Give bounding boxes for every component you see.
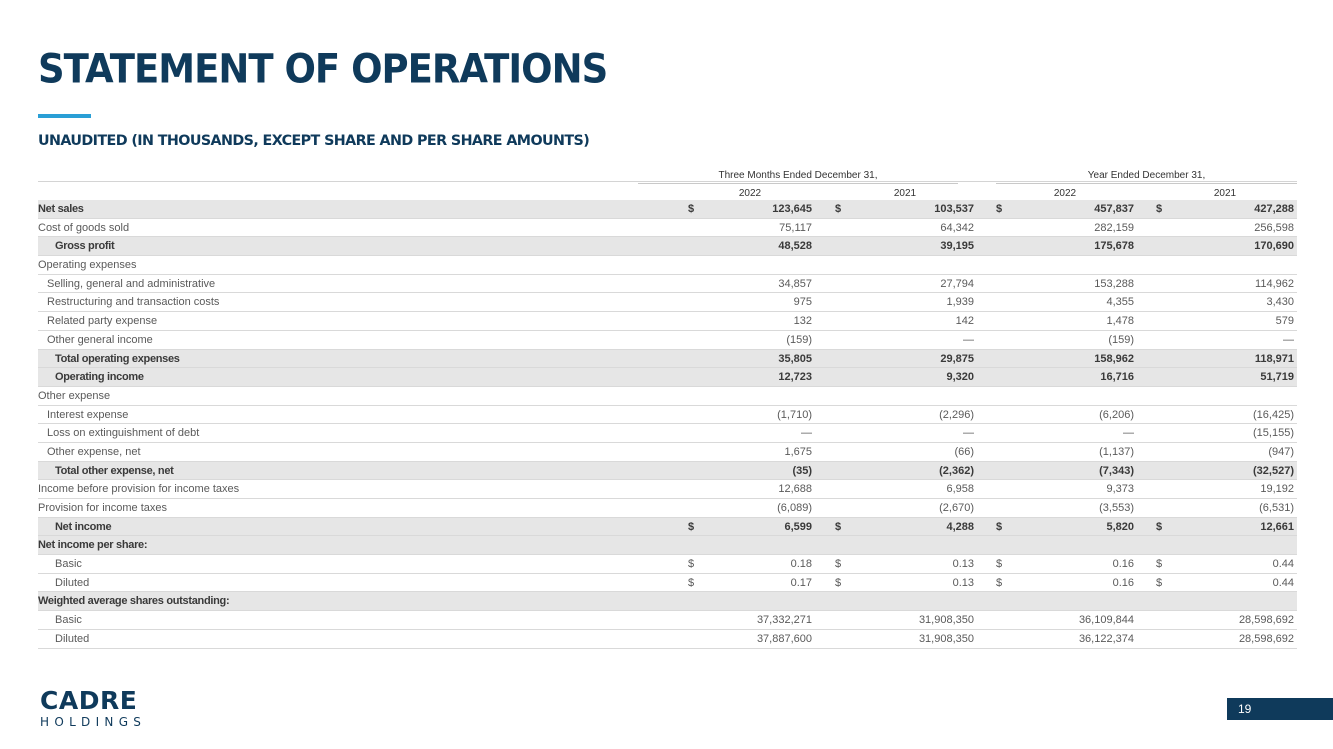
- cell-value: 37,332,271: [756, 614, 812, 627]
- table-row: [38, 592, 1297, 611]
- table-row: [38, 406, 1297, 425]
- row-label: Provision for income taxes: [38, 502, 167, 514]
- row-label: Diluted: [55, 632, 90, 645]
- table-row: [38, 219, 1297, 238]
- currency-symbol: $: [688, 520, 695, 533]
- cell-value: 12,688: [778, 483, 812, 496]
- table-row: [38, 368, 1297, 387]
- cell-value: 16,716: [1100, 371, 1134, 384]
- statement-of-operations-table: [38, 200, 1297, 649]
- row-label: Operating income: [55, 371, 144, 384]
- table-row: [38, 293, 1297, 312]
- cell-value: 12,723: [778, 371, 812, 384]
- table-row: [38, 574, 1297, 593]
- table-row: [38, 350, 1297, 369]
- cell-value: 175,678: [1094, 240, 1134, 253]
- currency-symbol: $: [996, 520, 1003, 533]
- period-header-three-months: Three Months Ended December 31,: [638, 169, 958, 184]
- cell-value: (2,670): [939, 502, 974, 514]
- table-row: [38, 256, 1297, 275]
- row-label: Total operating expenses: [55, 352, 180, 365]
- currency-symbol: $: [996, 203, 1003, 215]
- row-label: Related party expense: [47, 315, 158, 328]
- row-label: Total other expense, net: [55, 464, 174, 477]
- row-label: Net income: [55, 520, 112, 533]
- currency-symbol: $: [688, 576, 695, 589]
- cell-value: 36,109,844: [1078, 614, 1134, 627]
- cell-value: —: [963, 333, 974, 346]
- cell-value: 103,537: [934, 203, 974, 215]
- currency-symbol: $: [835, 203, 842, 215]
- cell-value: 579: [1275, 315, 1294, 328]
- cell-value: 158,962: [1094, 352, 1134, 365]
- cell-value: 0.13: [952, 576, 974, 589]
- cell-value: (1,710): [777, 408, 812, 421]
- cell-value: 123,645: [772, 203, 812, 215]
- currency-symbol: $: [835, 520, 842, 533]
- currency-symbol: $: [1156, 576, 1163, 589]
- row-label: Diluted: [55, 576, 90, 589]
- table-row: [38, 237, 1297, 256]
- cell-value: (66): [954, 445, 974, 458]
- cell-value: 6,599: [784, 520, 812, 533]
- currency-symbol: $: [835, 576, 842, 589]
- row-label: Other general income: [47, 333, 153, 346]
- table-row: [38, 387, 1297, 406]
- period-header-year: Year Ended December 31,: [996, 169, 1297, 184]
- cell-value: 1,675: [784, 445, 812, 458]
- row-label: Operating expenses: [38, 259, 137, 272]
- cell-value: (16,425): [1253, 408, 1294, 421]
- table-row: [38, 630, 1297, 649]
- cell-value: 975: [793, 296, 812, 309]
- cell-value: 0.44: [1272, 558, 1294, 571]
- year-header-q-2022: 2022: [738, 188, 762, 199]
- cell-value: 75,117: [779, 221, 812, 234]
- cell-value: 114,962: [1255, 277, 1294, 290]
- table-row: [38, 443, 1297, 462]
- cell-value: (6,206): [1099, 408, 1134, 421]
- cell-value: 51,719: [1260, 371, 1294, 384]
- cell-value: 0.18: [790, 558, 812, 571]
- cell-value: 9,320: [946, 371, 974, 384]
- row-label: Net income per share:: [38, 539, 148, 552]
- slide-subtitle: UNAUDITED (IN THOUSANDS, EXCEPT SHARE AND PER SHARE AMOUNTS): [38, 133, 590, 149]
- year-header-y-2022: 2022: [1053, 188, 1077, 199]
- cell-value: 4,355: [1106, 296, 1134, 309]
- table-row: [38, 200, 1297, 219]
- cell-value: 0.13: [952, 558, 974, 571]
- cell-value: 5,820: [1106, 520, 1134, 533]
- row-label: Other expense: [38, 389, 111, 402]
- row-label: Cost of goods sold: [38, 221, 130, 234]
- currency-symbol: $: [996, 558, 1003, 571]
- row-label: Net sales: [38, 203, 84, 215]
- cell-value: 27,794: [940, 277, 974, 290]
- cell-value: 3,430: [1266, 296, 1294, 309]
- cell-value: 118,971: [1254, 352, 1294, 365]
- row-label: Weighted average shares outstanding:: [38, 595, 230, 608]
- title-accent-bar: [38, 114, 91, 118]
- cell-value: 31,908,350: [918, 614, 974, 627]
- currency-symbol: $: [835, 558, 842, 571]
- cell-value: (947): [1268, 445, 1294, 458]
- cell-value: 6,958: [946, 483, 974, 496]
- table-row: [38, 275, 1297, 294]
- table-row: [38, 611, 1297, 630]
- table-row: [38, 424, 1297, 443]
- cell-value: 0.44: [1272, 576, 1294, 589]
- currency-symbol: $: [1156, 520, 1163, 533]
- row-label: Other expense, net: [47, 445, 141, 458]
- year-header-q-2021: 2021: [893, 188, 917, 199]
- cell-value: 4,288: [946, 520, 974, 533]
- cell-value: 29,875: [940, 352, 974, 365]
- header-rule: [38, 181, 1297, 182]
- table-row: [38, 312, 1297, 331]
- cell-value: (3,553): [1099, 502, 1134, 514]
- cell-value: (159): [786, 333, 812, 346]
- cell-value: (35): [792, 464, 812, 477]
- cell-value: 48,528: [778, 240, 812, 253]
- currency-symbol: $: [1156, 558, 1163, 571]
- logo-wordmark: CADRE: [40, 686, 138, 715]
- row-label: Selling, general and administrative: [47, 277, 216, 290]
- cell-value: 0.17: [790, 576, 812, 589]
- cell-value: (6,089): [777, 502, 812, 514]
- cell-value: (7,343): [1099, 464, 1134, 477]
- cell-value: 35,805: [778, 352, 812, 365]
- cell-value: 12,661: [1260, 520, 1294, 533]
- table-row: [38, 536, 1297, 555]
- cell-value: 0.16: [1112, 558, 1134, 571]
- cell-value: 28,598,692: [1238, 614, 1294, 627]
- cell-value: 28,598,692: [1238, 632, 1294, 645]
- logo-subtext: HOLDINGS: [40, 715, 147, 729]
- table-row: [38, 555, 1297, 574]
- currency-symbol: $: [688, 203, 695, 215]
- cell-value: 142: [955, 315, 974, 328]
- row-label: Gross profit: [55, 240, 115, 253]
- table-row: [38, 462, 1297, 481]
- cell-value: 1,939: [946, 296, 974, 309]
- cell-value: 9,373: [1106, 483, 1134, 496]
- row-label: Interest expense: [47, 408, 129, 421]
- cell-value: 1,478: [1106, 315, 1134, 328]
- table-row: [38, 499, 1297, 518]
- cell-value: 31,908,350: [918, 632, 974, 645]
- cell-value: (159): [1108, 333, 1134, 346]
- row-label: Basic: [55, 614, 82, 627]
- row-label: Income before provision for income taxes: [38, 483, 240, 496]
- table-row: [38, 480, 1297, 499]
- cell-value: 427,288: [1254, 203, 1294, 215]
- table-row: [38, 518, 1297, 537]
- cell-value: 0.16: [1112, 576, 1134, 589]
- cell-value: 19,192: [1260, 483, 1294, 496]
- cell-value: —: [963, 427, 974, 440]
- cell-value: (15,155): [1253, 427, 1294, 440]
- cell-value: (2,296): [939, 408, 974, 421]
- cell-value: —: [801, 427, 812, 440]
- currency-symbol: $: [1156, 203, 1163, 215]
- cell-value: 457,837: [1094, 203, 1134, 215]
- currency-symbol: $: [996, 576, 1003, 589]
- page-number: 19: [1227, 698, 1333, 720]
- cell-value: 37,887,600: [756, 632, 812, 645]
- slide-title: STATEMENT OF OPERATIONS: [38, 46, 608, 93]
- cell-value: 153,288: [1094, 277, 1134, 290]
- cell-value: 282,159: [1094, 221, 1134, 234]
- cell-value: (6,531): [1259, 502, 1294, 514]
- cell-value: 64,342: [940, 221, 974, 234]
- row-label: Restructuring and transaction costs: [47, 296, 220, 309]
- cell-value: 39,195: [940, 240, 974, 253]
- row-label: Basic: [55, 558, 82, 571]
- table-row: [38, 331, 1297, 350]
- cell-value: 256,598: [1254, 221, 1294, 234]
- cell-value: (32,527): [1253, 464, 1294, 477]
- cell-value: 170,690: [1254, 240, 1294, 253]
- cell-value: —: [1283, 333, 1294, 346]
- cell-value: 34,857: [778, 277, 812, 290]
- cadre-holdings-logo: [40, 688, 146, 729]
- cell-value: 36,122,374: [1078, 632, 1134, 645]
- year-header-y-2021: 2021: [1213, 188, 1237, 199]
- cell-value: —: [1123, 427, 1134, 440]
- cell-value: (1,137): [1099, 445, 1134, 458]
- row-label: Loss on extinguishment of debt: [47, 427, 200, 440]
- cell-value: (2,362): [939, 464, 974, 477]
- currency-symbol: $: [688, 558, 695, 571]
- cell-value: 132: [793, 315, 812, 328]
